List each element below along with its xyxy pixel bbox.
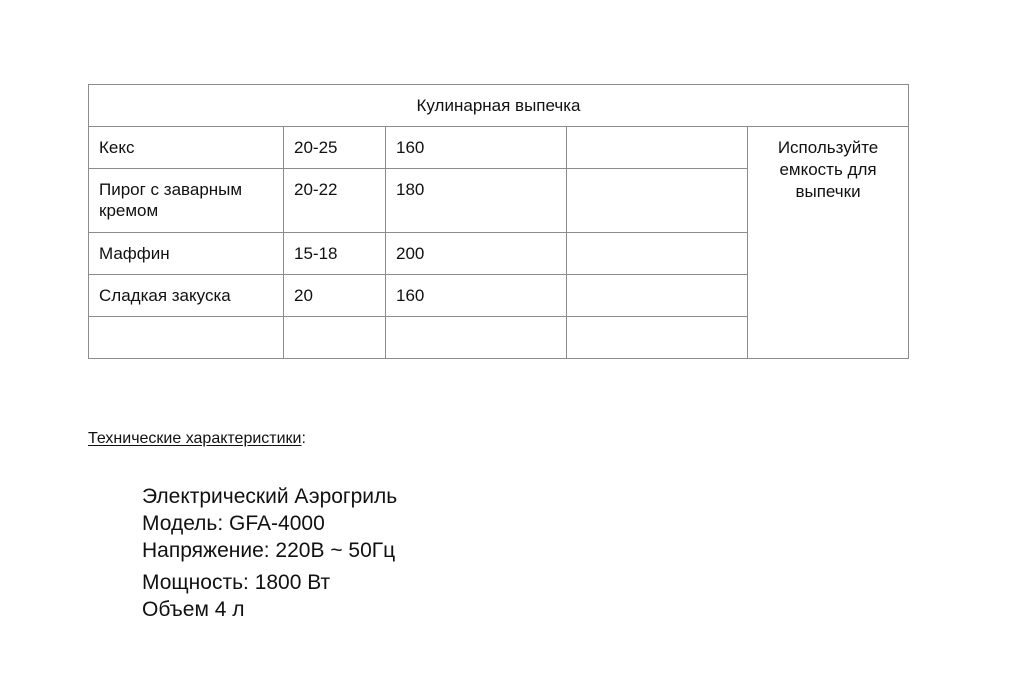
time-cell: 20 <box>284 275 386 317</box>
empty-cell <box>567 317 748 359</box>
note-cell <box>748 127 909 359</box>
specs-heading-colon: : <box>301 430 306 447</box>
time-cell: 20-25 <box>284 127 386 169</box>
time-cell: 15-18 <box>284 233 386 275</box>
spec-line-product: Электрический Аэрогриль <box>142 485 398 508</box>
note-line: емкость для <box>779 160 877 179</box>
empty-cell <box>567 127 748 169</box>
table-title: Кулинарная выпечка <box>89 85 909 127</box>
table-header-row <box>89 85 909 127</box>
dish-name-cell <box>89 317 284 359</box>
specs-heading <box>88 430 306 448</box>
baking-table <box>88 84 909 359</box>
spec-line-power: Мощность: 1800 Вт <box>142 571 331 594</box>
dish-name-cell: Кекс <box>89 127 284 169</box>
empty-cell <box>567 233 748 275</box>
temperature-cell: 180 <box>386 169 567 233</box>
time-cell: 20-22 <box>284 169 386 233</box>
note-line: Используйте <box>777 138 879 157</box>
temperature-cell: 160 <box>386 275 567 317</box>
dish-name-cell: Сладкая закуска <box>89 275 284 317</box>
specs-heading-text: Технические характеристики <box>88 430 302 447</box>
temperature-cell <box>386 317 567 359</box>
spec-line-voltage: Напряжение: 220В ~ 50Гц <box>142 539 396 562</box>
empty-cell <box>567 275 748 317</box>
spec-line-volume: Объем 4 л <box>142 598 245 621</box>
spec-line-model: Модель: GFA-4000 <box>142 512 325 535</box>
temperature-cell: 200 <box>386 233 567 275</box>
dish-name-cell: Маффин <box>89 233 284 275</box>
dish-name-cell: Пирог с заварным кремом <box>89 169 284 233</box>
temperature-cell: 160 <box>386 127 567 169</box>
table-row <box>89 127 909 169</box>
empty-cell <box>567 169 748 233</box>
note-line: выпечки <box>795 182 861 201</box>
specs-list <box>142 483 397 623</box>
time-cell <box>284 317 386 359</box>
